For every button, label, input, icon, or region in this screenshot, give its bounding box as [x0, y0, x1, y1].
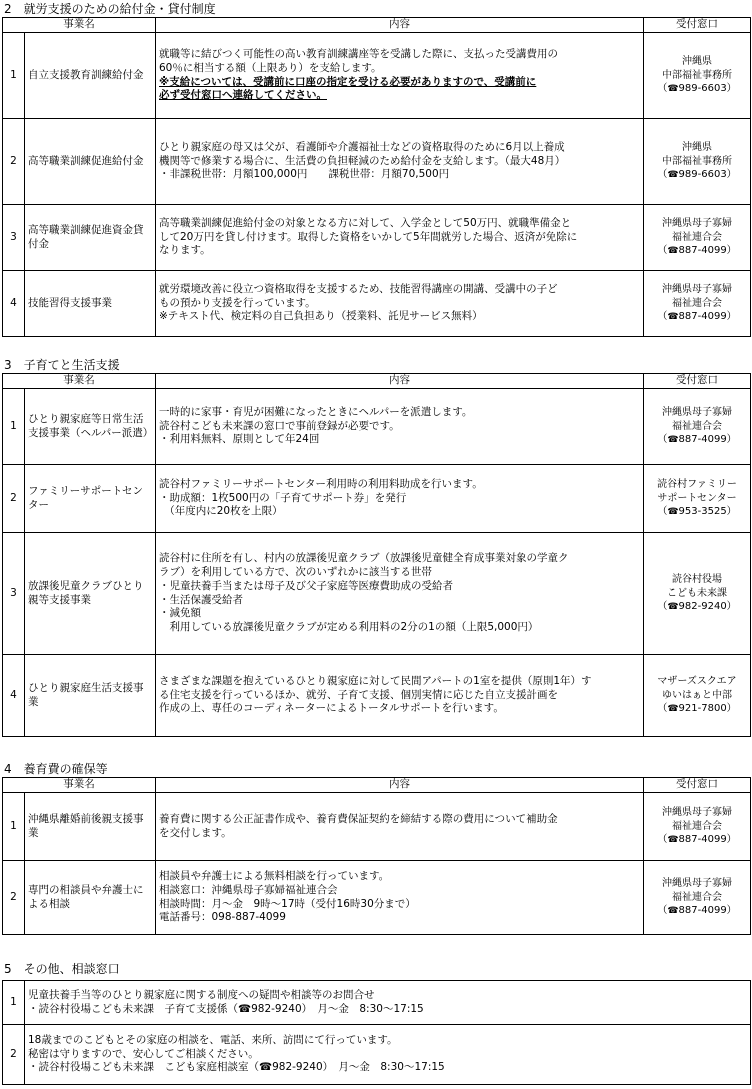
content-line: ・読谷村役場こども未来課 子育て支援係（☎982-9240） 月～金 8:30～17:15 — [28, 1002, 424, 1015]
header-name: 事業名 — [3, 778, 156, 793]
office-name: 沖縄県 — [682, 56, 712, 68]
phone-icon: ☎ — [667, 246, 679, 257]
office-phone: （☎921-7800） — [657, 703, 737, 715]
program-name: ひとり親家庭等日常生活支援事業（ヘルパー派遣） — [25, 389, 156, 465]
office-phone: （☎887-4099） — [657, 245, 737, 257]
content-line: 相談窓口：沖縄県母子寡婦福祉連合会 — [159, 883, 338, 896]
content-line: 作成の上、専任のコーディネーターによるトータルサポートを行います。 — [159, 702, 504, 715]
row-number: 1 — [3, 981, 25, 1025]
reception-office — [644, 533, 751, 655]
program-content — [156, 271, 644, 337]
row-number: 2 — [3, 861, 25, 935]
office-phone: （☎887-4099） — [657, 905, 737, 917]
office-name: マザーズスクエア — [657, 676, 737, 688]
phone-number: 982-9240） — [678, 601, 737, 613]
office-phone: （☎887-4099） — [657, 834, 737, 846]
content-line: 就職等に結びつく可能性の高い教育訓練講座等を受講した際に、支払った受講費用の — [159, 47, 558, 60]
row-number: 1 — [3, 793, 25, 861]
phone-icon: ☎ — [667, 906, 679, 917]
row-number: 1 — [3, 33, 25, 119]
content-line: もの預かり支援を行っています。 — [159, 296, 316, 309]
office-phone: （☎989-6603） — [657, 83, 737, 95]
row-number: 4 — [3, 271, 25, 337]
table-header-row — [3, 374, 751, 389]
content-line: して20万円を貸し付けます。取得した資格をいかして5年間就労した場合、返済が免除に — [159, 230, 578, 243]
content-line: 相談員や弁護士による無料相談を行っています。 — [159, 869, 390, 882]
reception-office — [644, 655, 751, 737]
program-name: 沖縄県離婚前後親支援事業 — [25, 793, 156, 861]
office-name: 福祉連合会 — [672, 297, 722, 309]
office-phone: （☎953-3525） — [657, 506, 737, 518]
office-name: 福祉連合会 — [672, 891, 722, 903]
content-line: 一時的に家事・育児が困難になったときにヘルパーを派遣します。 — [159, 405, 473, 418]
content-line: 児童扶養手当等のひとり親家庭に関する制度への疑問や相談等のお問合せ — [28, 988, 375, 1001]
content-line: ・減免額 — [159, 607, 201, 620]
table-row — [3, 465, 751, 533]
phone-number: 887-4099） — [678, 245, 737, 257]
program-content — [25, 981, 751, 1025]
program-name: 専門の相談員や弁護士による相談 — [25, 861, 156, 935]
reception-office — [644, 33, 751, 119]
content-line: 60％に相当する額（上限あり）を支給します。 — [159, 61, 382, 74]
program-content — [156, 205, 644, 271]
reception-office — [644, 119, 751, 205]
header-name: 事業名 — [3, 18, 156, 33]
section-title: 4 養育費の確保等 — [4, 762, 108, 776]
office-name: 読谷村役場 — [672, 574, 722, 586]
phone-icon: ☎ — [667, 435, 679, 446]
reception-office — [644, 271, 751, 337]
content-line: 高等職業訓練促進給付金の対象となる方に対して、入学金として50万円、就職準備金と — [159, 216, 572, 229]
section-title: 2 就労支援のための給付金・貸付制度 — [4, 2, 216, 16]
reception-office — [644, 861, 751, 935]
program-content — [156, 533, 644, 655]
row-number: 2 — [3, 465, 25, 533]
content-line: 機関等で修業する場合に、生活費の負担軽減のため給付金を支給します。（最大48月） — [159, 154, 566, 167]
program-content — [156, 389, 644, 465]
header-office: 受付窓口 — [644, 374, 751, 389]
program-content — [156, 861, 644, 935]
office-phone: （☎989-6603） — [657, 169, 737, 181]
office-name: 読谷村ファミリー — [657, 479, 737, 491]
content-line: 18歳までのこどもとその家庭の相談を、電話、来所、訪問にて行っています。 — [28, 1033, 398, 1046]
content-line: 就労環境改善に役立つ資格取得を支援するため、技能習得講座の開講、受講中の子ど — [159, 282, 558, 295]
header-office: 受付窓口 — [644, 778, 751, 793]
program-content — [25, 1025, 751, 1085]
office-name: 沖縄県母子寡婦 — [662, 218, 732, 230]
office-phone: （☎982-9240） — [657, 601, 737, 613]
phone-number: 887-4099） — [678, 311, 737, 323]
office-name: 福祉連合会 — [672, 420, 722, 432]
section-title: 5 その他、相談窓口 — [4, 962, 120, 976]
content-line: ・生活保護受給者 — [159, 593, 243, 606]
row-number: 3 — [3, 533, 25, 655]
program-content — [156, 793, 644, 861]
phone-number: 989-6603） — [678, 83, 737, 95]
phone-icon: ☎ — [667, 704, 679, 715]
program-content — [156, 655, 644, 737]
phone-icon: ☎ — [667, 170, 679, 181]
table-row — [3, 533, 751, 655]
office-name: 沖縄県 — [682, 142, 712, 154]
office-name: こども未来課 — [667, 587, 727, 599]
content-line: 読谷村に住所を有し、村内の放課後児童クラブ（放課後児童健全育成事業対象の学童ク — [159, 551, 569, 564]
program-name: ファミリーサポートセンター — [25, 465, 156, 533]
program-content — [156, 119, 644, 205]
program-name: 高等職業訓練促進資金貸付金 — [25, 205, 156, 271]
section-3-table — [2, 373, 751, 737]
content-line: 利用している放課後児童クラブが定める利用料の2分の1の額（上限5,000円） — [159, 621, 539, 634]
content-line: ・利用料無料、原則として年24回 — [159, 433, 320, 446]
row-number: 2 — [3, 119, 25, 205]
reception-office — [644, 389, 751, 465]
office-name: サポートセンター — [657, 492, 737, 504]
content-line: ・助成額：1枚500円の「子育てサポート券」を発行 — [159, 491, 407, 504]
reception-office — [644, 465, 751, 533]
content-line: 秘密は守りますので、安心してご相談ください。 — [28, 1047, 259, 1060]
content-line: なります。 — [159, 244, 211, 257]
table-header-row — [3, 778, 751, 793]
table-row — [3, 33, 751, 119]
content-line: （年度内に20枚を上限） — [159, 505, 283, 518]
office-name: 福祉連合会 — [672, 820, 722, 832]
content-line: 相談時間：月～金 9時～17時（受付16時30分まで） — [159, 897, 416, 910]
table-row — [3, 981, 751, 1025]
content-line: ・児童扶養手当または母子及び父子家庭等医療費助成の受給者 — [159, 579, 453, 592]
table-row — [3, 389, 751, 465]
office-name: ゆいはぁと中部 — [662, 689, 732, 701]
phone-icon: ☎ — [667, 835, 679, 846]
table-row — [3, 655, 751, 737]
content-line: ひとり親家庭の母又は父が、看護師や介護福祉士などの資格取得のために6月以上養成 — [159, 140, 565, 153]
content-line: ※テキスト代、検定料の自己負担あり（授業料、託児サービス無料） — [159, 310, 483, 323]
phone-icon: ☎ — [667, 507, 679, 518]
content-line: 読谷村こども未来課の窓口で事前登録が必要です。 — [159, 419, 400, 432]
section-5-table — [2, 980, 751, 1085]
table-row — [3, 205, 751, 271]
content-line: る住宅支援を行っているほか、就労、子育て支援、個別実情に応じた自立支援計画を — [159, 688, 558, 701]
phone-icon: ☎ — [667, 602, 679, 613]
content-line: 養育費に関する公正証書作成や、養育費保証契約を締結する際の費用について補助金 — [159, 812, 558, 825]
program-name: 高等職業訓練促進給付金 — [25, 119, 156, 205]
phone-number: 887-4099） — [678, 834, 737, 846]
table-row — [3, 793, 751, 861]
office-name: 中部福祉事務所 — [662, 155, 732, 167]
table-row — [3, 861, 751, 935]
row-number: 1 — [3, 389, 25, 465]
office-phone: （☎887-4099） — [657, 434, 737, 446]
phone-number: 887-4099） — [678, 434, 737, 446]
content-line: 読谷村ファミリーサポートセンター利用時の利用料助成を行います。 — [159, 477, 483, 490]
office-phone: （☎887-4099） — [657, 311, 737, 323]
section-2-table — [2, 17, 751, 337]
content-line: を交付します。 — [159, 826, 232, 839]
program-content — [156, 465, 644, 533]
table-header-row — [3, 18, 751, 33]
content-line: ラブ）を利用している方で、次のいずれかに該当する世帯 — [159, 565, 432, 578]
phone-icon: ☎ — [667, 312, 679, 323]
phone-number: 887-4099） — [678, 905, 737, 917]
office-name: 中部福祉事務所 — [662, 69, 732, 81]
content-line: 必ず受付窓口へ連絡してください。 — [159, 89, 327, 102]
table-row — [3, 1025, 751, 1085]
phone-icon: ☎ — [667, 84, 679, 95]
program-content — [156, 33, 644, 119]
program-name: 技能習得支援事業 — [25, 271, 156, 337]
office-name: 沖縄県母子寡婦 — [662, 284, 732, 296]
header-content: 内容 — [156, 778, 644, 793]
program-name: ひとり親家庭生活支援事業 — [25, 655, 156, 737]
reception-office — [644, 205, 751, 271]
table-row — [3, 119, 751, 205]
header-name: 事業名 — [3, 374, 156, 389]
content-line: ・読谷村役場こども未来課 こども家庭相談室（☎982-9240） 月～金 8:30～17:15 — [28, 1061, 445, 1074]
phone-number: 953-3525） — [678, 506, 737, 518]
phone-number: 989-6603） — [678, 169, 737, 181]
row-number: 3 — [3, 205, 25, 271]
header-office: 受付窓口 — [644, 18, 751, 33]
program-name: 自立支援教育訓練給付金 — [25, 33, 156, 119]
content-line: 電話番号：098-887-4099 — [159, 911, 286, 924]
header-content: 内容 — [156, 374, 644, 389]
section-title: 3 子育てと生活支援 — [4, 358, 120, 372]
section-4-table — [2, 777, 751, 935]
content-line: さまざまな課題を抱えているひとり親家庭に対して民間アパートの1室を提供（原則1年）す — [159, 674, 592, 687]
content-line: ※支給については、受講前に口座の指定を受ける必要がありますので、受講前に — [159, 75, 537, 88]
office-name: 沖縄県母子寡婦 — [662, 407, 732, 419]
phone-number: 921-7800） — [678, 703, 737, 715]
row-number: 4 — [3, 655, 25, 737]
office-name: 福祉連合会 — [672, 231, 722, 243]
reception-office — [644, 793, 751, 861]
content-line: ・非課税世帯：月額100,000円 課税世帯：月額70,500円 — [159, 168, 450, 181]
table-row — [3, 271, 751, 337]
header-content: 内容 — [156, 18, 644, 33]
office-name: 沖縄県母子寡婦 — [662, 807, 732, 819]
program-name: 放課後児童クラブひとり親等支援事業 — [25, 533, 156, 655]
row-number: 2 — [3, 1025, 25, 1085]
office-name: 沖縄県母子寡婦 — [662, 878, 732, 890]
